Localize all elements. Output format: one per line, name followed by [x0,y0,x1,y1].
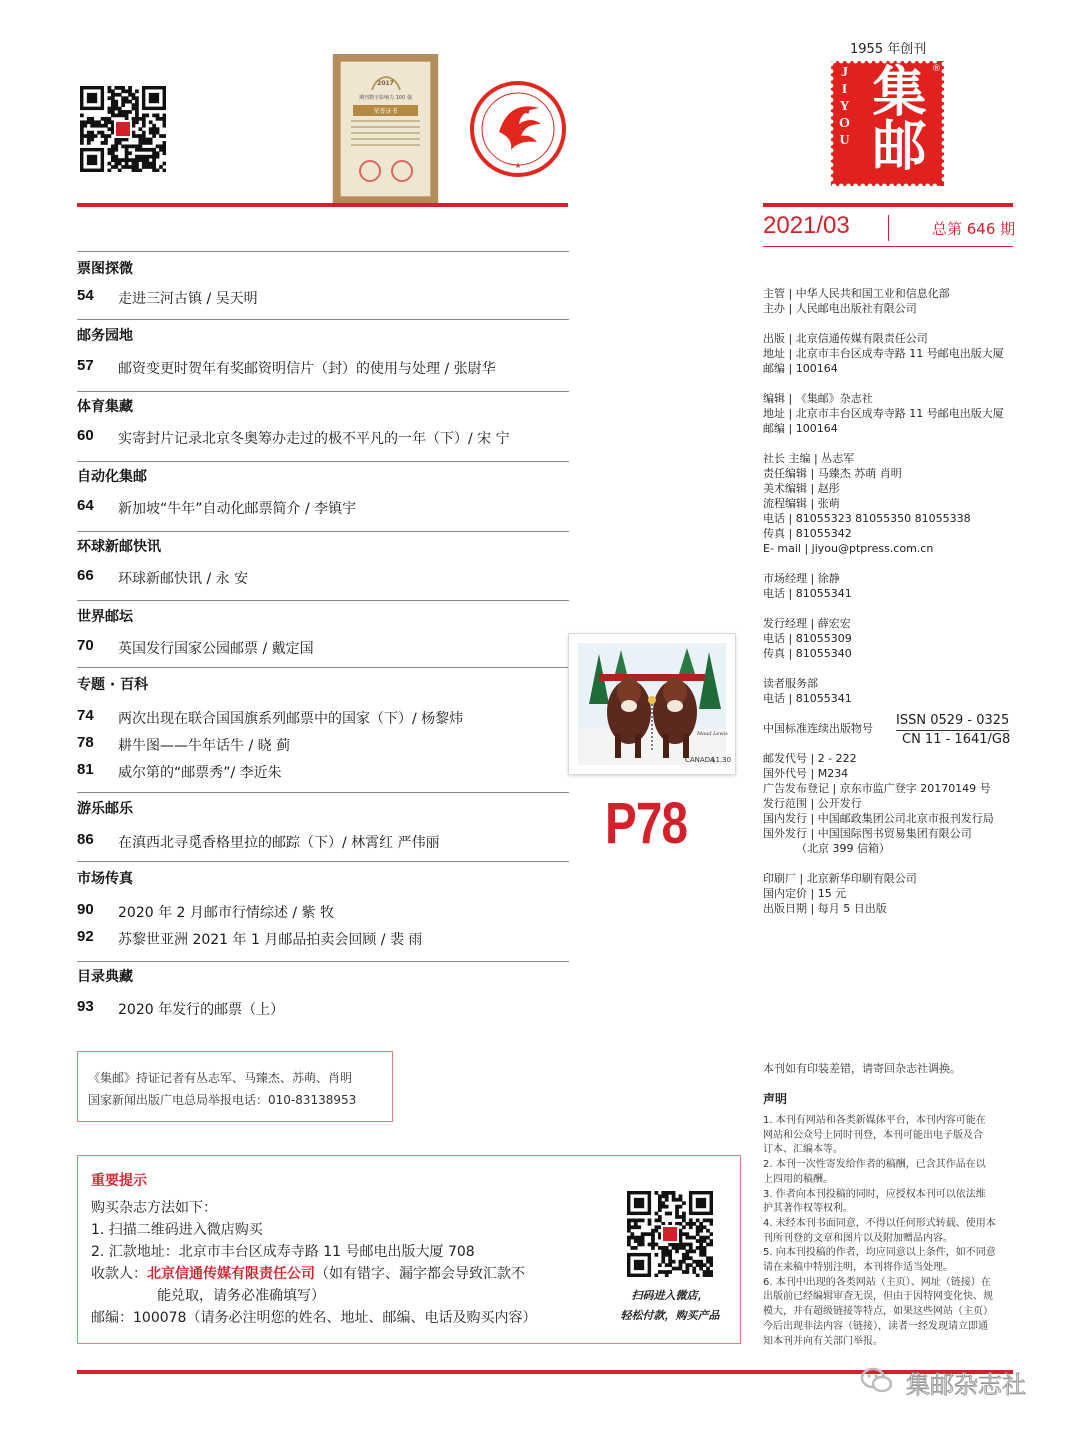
toc-article-title: 两次出现在联合国国旗系列邮票中的国家（下）/ 杨黎炜 [118,711,464,727]
issue-total: 总第 646 期 [932,220,1016,238]
toc-article-title: 实寄封片记录北京冬奥筹办走过的极不平凡的一年（下）/ 宋 宁 [118,431,510,447]
masthead-line: 发行经理 | 薛宏宏 [763,617,851,630]
certificate-subtitle: 期刊数字影响力 100 强 [359,95,412,101]
toc-page-number: 92 [77,928,94,945]
printing-line: 出版日期 | 每月 5 日出版 [763,902,887,915]
wechat-qr-code [80,86,166,172]
toc-page-number: 90 [77,901,94,918]
statement-line: 网站和公众号上同时刊登，本刊可能出电子版及合 [763,1129,983,1141]
logo-chinese-text: 集邮 [864,63,928,171]
distribution-line: 邮发代号 | 2 - 222 [763,752,857,765]
postcode-line: 邮编：100078（请务必注明您的姓名、地址、邮编、电话及购买内容） [91,1310,537,1326]
issue-underline [763,246,1013,247]
logo-latin [835,65,851,182]
statement-line: 护其著作权等权利。 [763,1203,853,1215]
wechat-watermark [860,1361,1056,1401]
payee-name: 北京信通传媒有限责任公司 [147,1266,315,1282]
distribution-line: 国外代号 | M234 [763,767,849,780]
reporters-line: 《集邮》持证记者有丛志军、马臻杰、苏萌、肖明 [88,1071,353,1085]
toc-section-divider [77,792,569,793]
founded-text: 1955 年创刊 [850,42,927,57]
masthead-line: 邮编 | 100164 [763,422,838,435]
toc-section-divider [77,251,569,252]
toc-article-title: 走进三河古镇 / 吴天明 [118,291,258,307]
toc-section-divider [77,391,569,392]
masthead-line: 读者服务部 [763,677,818,690]
masthead-line: 出版 | 北京信通传媒有限责任公司 [763,332,928,345]
payee-label: 收款人： [91,1266,147,1282]
masthead-line: 传真 | 81055340 [763,647,852,660]
jiyou-logo [831,61,944,186]
stamp-page-ref: P78 [605,791,688,856]
toc-page-number: 66 [77,567,94,584]
masthead-line: 编辑 | 《集邮》杂志社 [763,392,873,405]
toc-article-title: 威尔第的“邮票秀”/ 李近朱 [118,765,282,781]
toc-section-title: 自动化集邮 [77,469,147,485]
toc-article-title: 英国发行国家公园邮票 / 戴定国 [118,641,314,657]
registered-mark: ® [932,64,941,74]
payee-line [91,1263,525,1283]
cn-number: CN 11 - 1641/G8 [902,732,1011,747]
masthead-line: E- mail | jiyou@ptpress.com.cn [763,542,934,555]
toc-page-number: 64 [77,497,94,514]
toc-section-title: 邮务园地 [77,328,133,344]
toc-section-divider [77,600,569,601]
toc-section-title: 市场传真 [77,871,133,887]
certificate-title: 荣誉证书 [353,105,418,116]
toc-page-number: 57 [77,357,94,374]
logo-chinese [855,63,941,184]
distribution-line: 发行范围 | 公开发行 [763,797,862,810]
toc-article-title: 环球新邮快讯 / 永 安 [118,571,249,587]
header-rule-right [763,203,1013,207]
toc-section-title: 世界邮坛 [77,609,133,625]
report-phone-line: 国家新闻出版广电总局举报电话：010-83138953 [88,1093,357,1107]
masthead-line: 社长 主编 | 丛志军 [763,452,855,465]
statement-line: 模大，并有超级链接等特点，如果这些网站（主页） [763,1306,993,1318]
toc-section-divider [77,961,569,962]
toc-page-number: 54 [77,287,94,304]
masthead-line: 电话 | 81055323 81055350 81055338 [763,512,971,525]
toc-article-title: 邮资变更时贺年有奖邮资明信片（封）的使用与处理 / 张尉华 [118,361,496,377]
statement-line: 请在来稿中特别注明，本刊将作适当处理。 [763,1262,953,1273]
masthead-line: 邮编 | 100164 [763,362,838,375]
toc-section-divider [77,319,569,320]
masthead-line: 电话 | 81055309 [763,632,852,645]
payee-note: （如有错字、漏字都会导致汇款不 [315,1266,525,1282]
toc-page-number: 78 [77,734,94,751]
issn-number: ISSN 0529 - 0325 [896,713,1010,728]
toc-section-divider [77,531,569,532]
issue-divider [888,215,889,241]
issn-label: 中国标准连续出版物号 [763,722,873,735]
masthead-line: 美术编辑 | 赵彤 [763,482,840,495]
qr-caption: 扫码进入微店， [631,1289,709,1302]
reporters-box [77,1051,393,1122]
svg-text:★: ★ [514,161,522,170]
toc-article-title: 在滇西北寻觅香格里拉的邮踪（下）/ 林霄红 严伟丽 [118,835,440,851]
toc-section-divider [77,667,569,668]
certificate-seal [391,160,413,182]
statement-line: 1. 本刊有网站和各类新媒体平台，本刊内容可能在 [763,1115,986,1126]
qr-caption: 轻松付款，购买产品 [620,1309,720,1322]
masthead-line: 主管 | 中华人民共和国工业和信息化部 [763,287,950,300]
wechat-icon [860,1366,894,1396]
certificate-seal [359,160,381,182]
canada-stamp [569,634,735,774]
printing-line: 国内定价 | 15 元 [763,887,847,900]
masthead-line: 地址 | 北京市丰台区成寿寺路 11 号邮电出版大厦 [763,407,1004,420]
distribution-line: 广告发布登记 | 京东市监广登字 20170149 号 [763,782,991,795]
toc-section-title: 目录典藏 [77,969,133,985]
toc-page-number: 70 [77,637,94,654]
toc-section-divider [77,461,569,462]
toc-page-number: 81 [77,761,94,778]
statement-line: 6. 本刊中出现的各类网站（主页）、网址（链接）在 [763,1276,991,1288]
issue-date: 2021/03 [763,212,850,239]
toc-article-title: 耕牛图——牛年话牛 / 晓 蓟 [118,738,291,754]
logo-latin-text: JIYOU [837,65,852,150]
issn-divider [896,730,1009,731]
honor-certificate [333,54,438,204]
header-rule-left [77,203,568,207]
toc-article-title: 2020 年发行的邮票（上） [118,1002,285,1018]
toc-section-title: 票图探微 [77,261,133,277]
weidian-qr-code [627,1191,713,1277]
toc-article-title: 2020 年 2 月邮市行情综述 / 紫 牧 [118,905,334,921]
printing-line: 印刷厂 | 北京新华印刷有限公司 [763,872,917,885]
masthead-line: 电话 | 81055341 [763,692,852,705]
toc-article-title: 新加坡“牛年”自动化邮票简介 / 李镇宇 [118,501,357,517]
toc-page-number: 60 [77,427,94,444]
purchase-notice-box [77,1155,741,1344]
distribution-line: 国内发行 | 中国邮政集团公司北京市报刊发行局 [763,812,994,825]
statement-line: 2. 本刊一次性寄发给作者的稿酬，已含其作品在以 [763,1159,986,1171]
certificate-year: 2017 [377,80,394,87]
notice-title: 重要提示 [91,1173,147,1189]
statement-line: 出版前已经编辑审查无误，但由于因特网变化快、规 [763,1291,993,1303]
statement-line: 今后出现非法内容（链接），读者一经发现请立即通 [763,1320,988,1332]
statement-line: 3. 作者向本刊投稿的同时，应授权本刊可以依法维 [763,1188,986,1200]
payee-note-2: 能兑取，请务必准确填写） [157,1288,325,1304]
toc-section-title: 环球新邮快讯 [77,539,161,555]
notice-line: 购买杂志方法如下： [91,1200,217,1216]
masthead-line: 流程编辑 | 张萌 [763,497,840,510]
notice-line: 1. 扫描二维码进入微店购买 [91,1222,263,1238]
masthead-line: 市场经理 | 徐静 [763,572,840,585]
toc-page-number: 86 [77,831,94,848]
stamp-country: CANADA [685,756,715,764]
top100-badge [469,80,567,178]
distribution-line: （北京 399 信箱） [796,842,890,855]
masthead-line: 责任编辑 | 马臻杰 苏萌 肖明 [763,467,902,480]
statement-line: 知本刊并向有关部门举报。 [763,1335,883,1347]
toc-section-divider [77,861,569,862]
statement-line: 5. 向本刊投稿的作者，均应同意以上条件，如不同意 [763,1247,996,1259]
oxen-painting [569,634,735,774]
statement-line: 4. 未经本刊书面同意，不得以任何形式转载、使用本 [763,1217,996,1229]
masthead-line: 传真 | 81055342 [763,527,852,540]
watermark-text: 集邮杂志社 [906,1371,1026,1399]
notice-line: 2. 汇款地址：北京市丰台区成寿寺路 11 号邮电出版大厦 708 [91,1244,475,1260]
toc-section-title: 体育集藏 [77,399,133,415]
toc-article-title: 苏黎世亚洲 2021 年 1 月邮品拍卖会回顾 / 裴 雨 [118,932,423,948]
toc-page-number: 93 [77,998,94,1015]
toc-section-title: 专题 · 百科 [77,677,149,693]
masthead-line: 电话 | 81055341 [763,587,852,600]
statement-title: 声明 [763,1092,788,1106]
distribution-line: 国外发行 | 中国国际图书贸易集团有限公司 [763,827,972,840]
statement-line: 订本、汇编本等。 [763,1144,843,1156]
masthead-line: 主办 | 人民邮电出版社有限公司 [763,302,917,315]
toc-section-title: 游乐邮乐 [77,801,133,817]
statement-line: 刊所刊登的文章和图片以及附加赠品内容。 [763,1232,953,1244]
masthead-line: 地址 | 北京市丰台区成寿寺路 11 号邮电出版大厦 [763,347,1004,360]
reprint-note: 本刊如有印装差错，请寄回杂志社调换。 [763,1062,961,1075]
stamp-value: $1.30 [711,756,732,764]
stamp-signature: Maud Lewis [697,731,728,737]
statement-line: 上四用的稿酬。 [763,1173,833,1185]
toc-page-number: 74 [77,707,94,724]
